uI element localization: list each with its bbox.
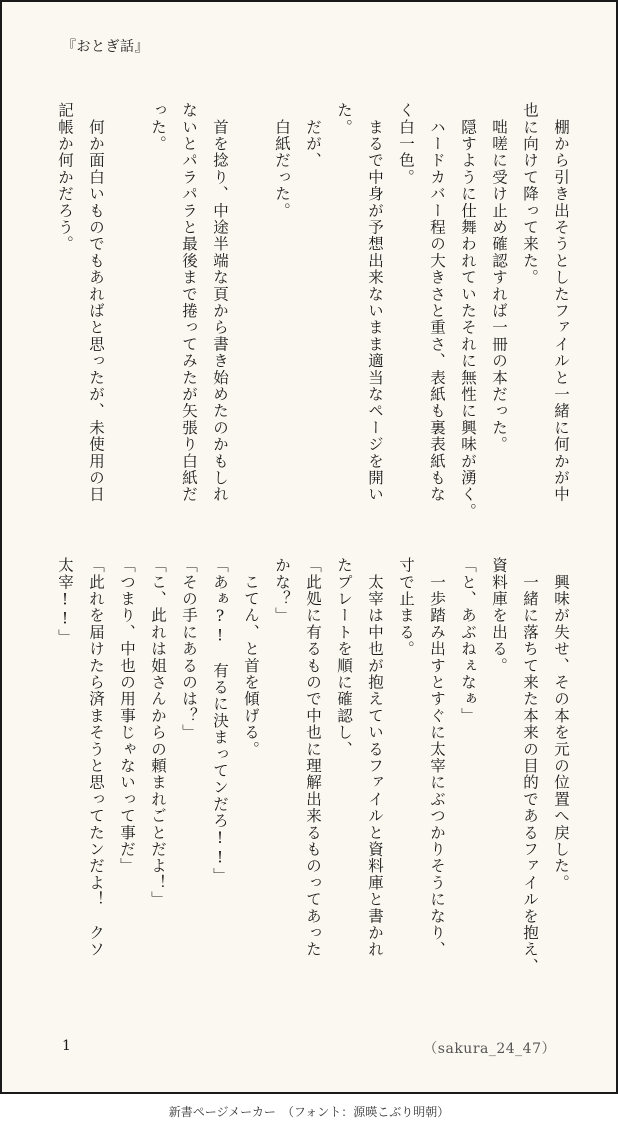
- text-line: かな？」: [273, 557, 291, 624]
- text-line: った。: [149, 102, 167, 153]
- text-line: こてん、と首を傾げる。: [242, 557, 260, 758]
- text-line: 首を捻り、中途半端な頁から書き始めたのかもしれ: [211, 102, 229, 503]
- text-line: 白紙だった。: [273, 102, 291, 219]
- text-line: 「此処に有るもので中也に理解出来るものってあった: [304, 557, 322, 958]
- story-title: 『おとぎ話』: [62, 39, 149, 55]
- upper-text-block: [49, 102, 576, 542]
- text-line: く白一色。: [397, 102, 415, 186]
- text-line: た。: [335, 102, 353, 136]
- text-line: 一歩踏み出すとすぐに太宰にぶつかりそうになり、: [428, 557, 446, 958]
- text-line: ないとパラパラと最後まで捲ってみたが矢張り白紙だ: [180, 102, 198, 503]
- text-line: まるで中身が予想出来ないまま適当なページを開い: [366, 102, 384, 503]
- text-line: だが、: [304, 102, 322, 169]
- text-line: 何か面白いものでもあればと思ったが、未使用の日: [87, 102, 105, 503]
- text-line: 「と、あぶねぇなぁ」: [459, 557, 477, 724]
- text-line: 隠すように仕舞われていたそれに無性に興味が湧く。: [459, 102, 477, 520]
- text-line: 「つまり、中也の用事じゃないって事だ」: [118, 557, 136, 875]
- generator-caption: 新書ページメーカー （フォント：源暎こぶり明朝）: [168, 1105, 450, 1119]
- text-line: 資料庫を出る。: [490, 557, 508, 674]
- text-line: 「その手にあるのは？」: [180, 557, 198, 741]
- text-line: [111, 102, 142, 542]
- text-line: 「此れを届けたら済まそうと思ってたンだよ！ クソ: [87, 557, 105, 958]
- page-number: 1: [62, 1038, 71, 1054]
- text-line: 「あぁ?! 有るに決まってンだろ!!」: [211, 557, 229, 885]
- text-line: 棚から引き出そうとしたファイルと一緒に何かが中: [552, 102, 570, 503]
- text-line: ハードカバー程の大きさと重さ、表紙も裏表紙もな: [428, 102, 446, 503]
- text-line: 太宰!!」: [56, 557, 74, 646]
- text-line: [235, 102, 266, 542]
- text-line: 寸で止まる。: [397, 557, 415, 658]
- author-credit: （sakura_24_47）: [423, 1041, 556, 1057]
- text-line: 一緒に落ちて来た本来の目的であるファイルを抱え、: [521, 557, 539, 975]
- text-line: 興味が失せ、その本を元の位置へ戻した。: [552, 557, 570, 891]
- lower-text-block: [49, 557, 576, 1017]
- text-line: 也に向けて降って来た。: [521, 102, 539, 286]
- text-line: 「こ、此れは姐さんからの頼まれごとだよ！」: [149, 557, 167, 908]
- text-line: 咄嗟に受け止め確認すれば一冊の本だった。: [490, 102, 508, 453]
- text-line: たプレートを順に確認し、: [335, 557, 353, 758]
- text-line: 太宰は中也が抱えているファイルと資料庫と書かれ: [366, 557, 384, 958]
- text-line: 記帳か何かだろう。: [56, 102, 74, 253]
